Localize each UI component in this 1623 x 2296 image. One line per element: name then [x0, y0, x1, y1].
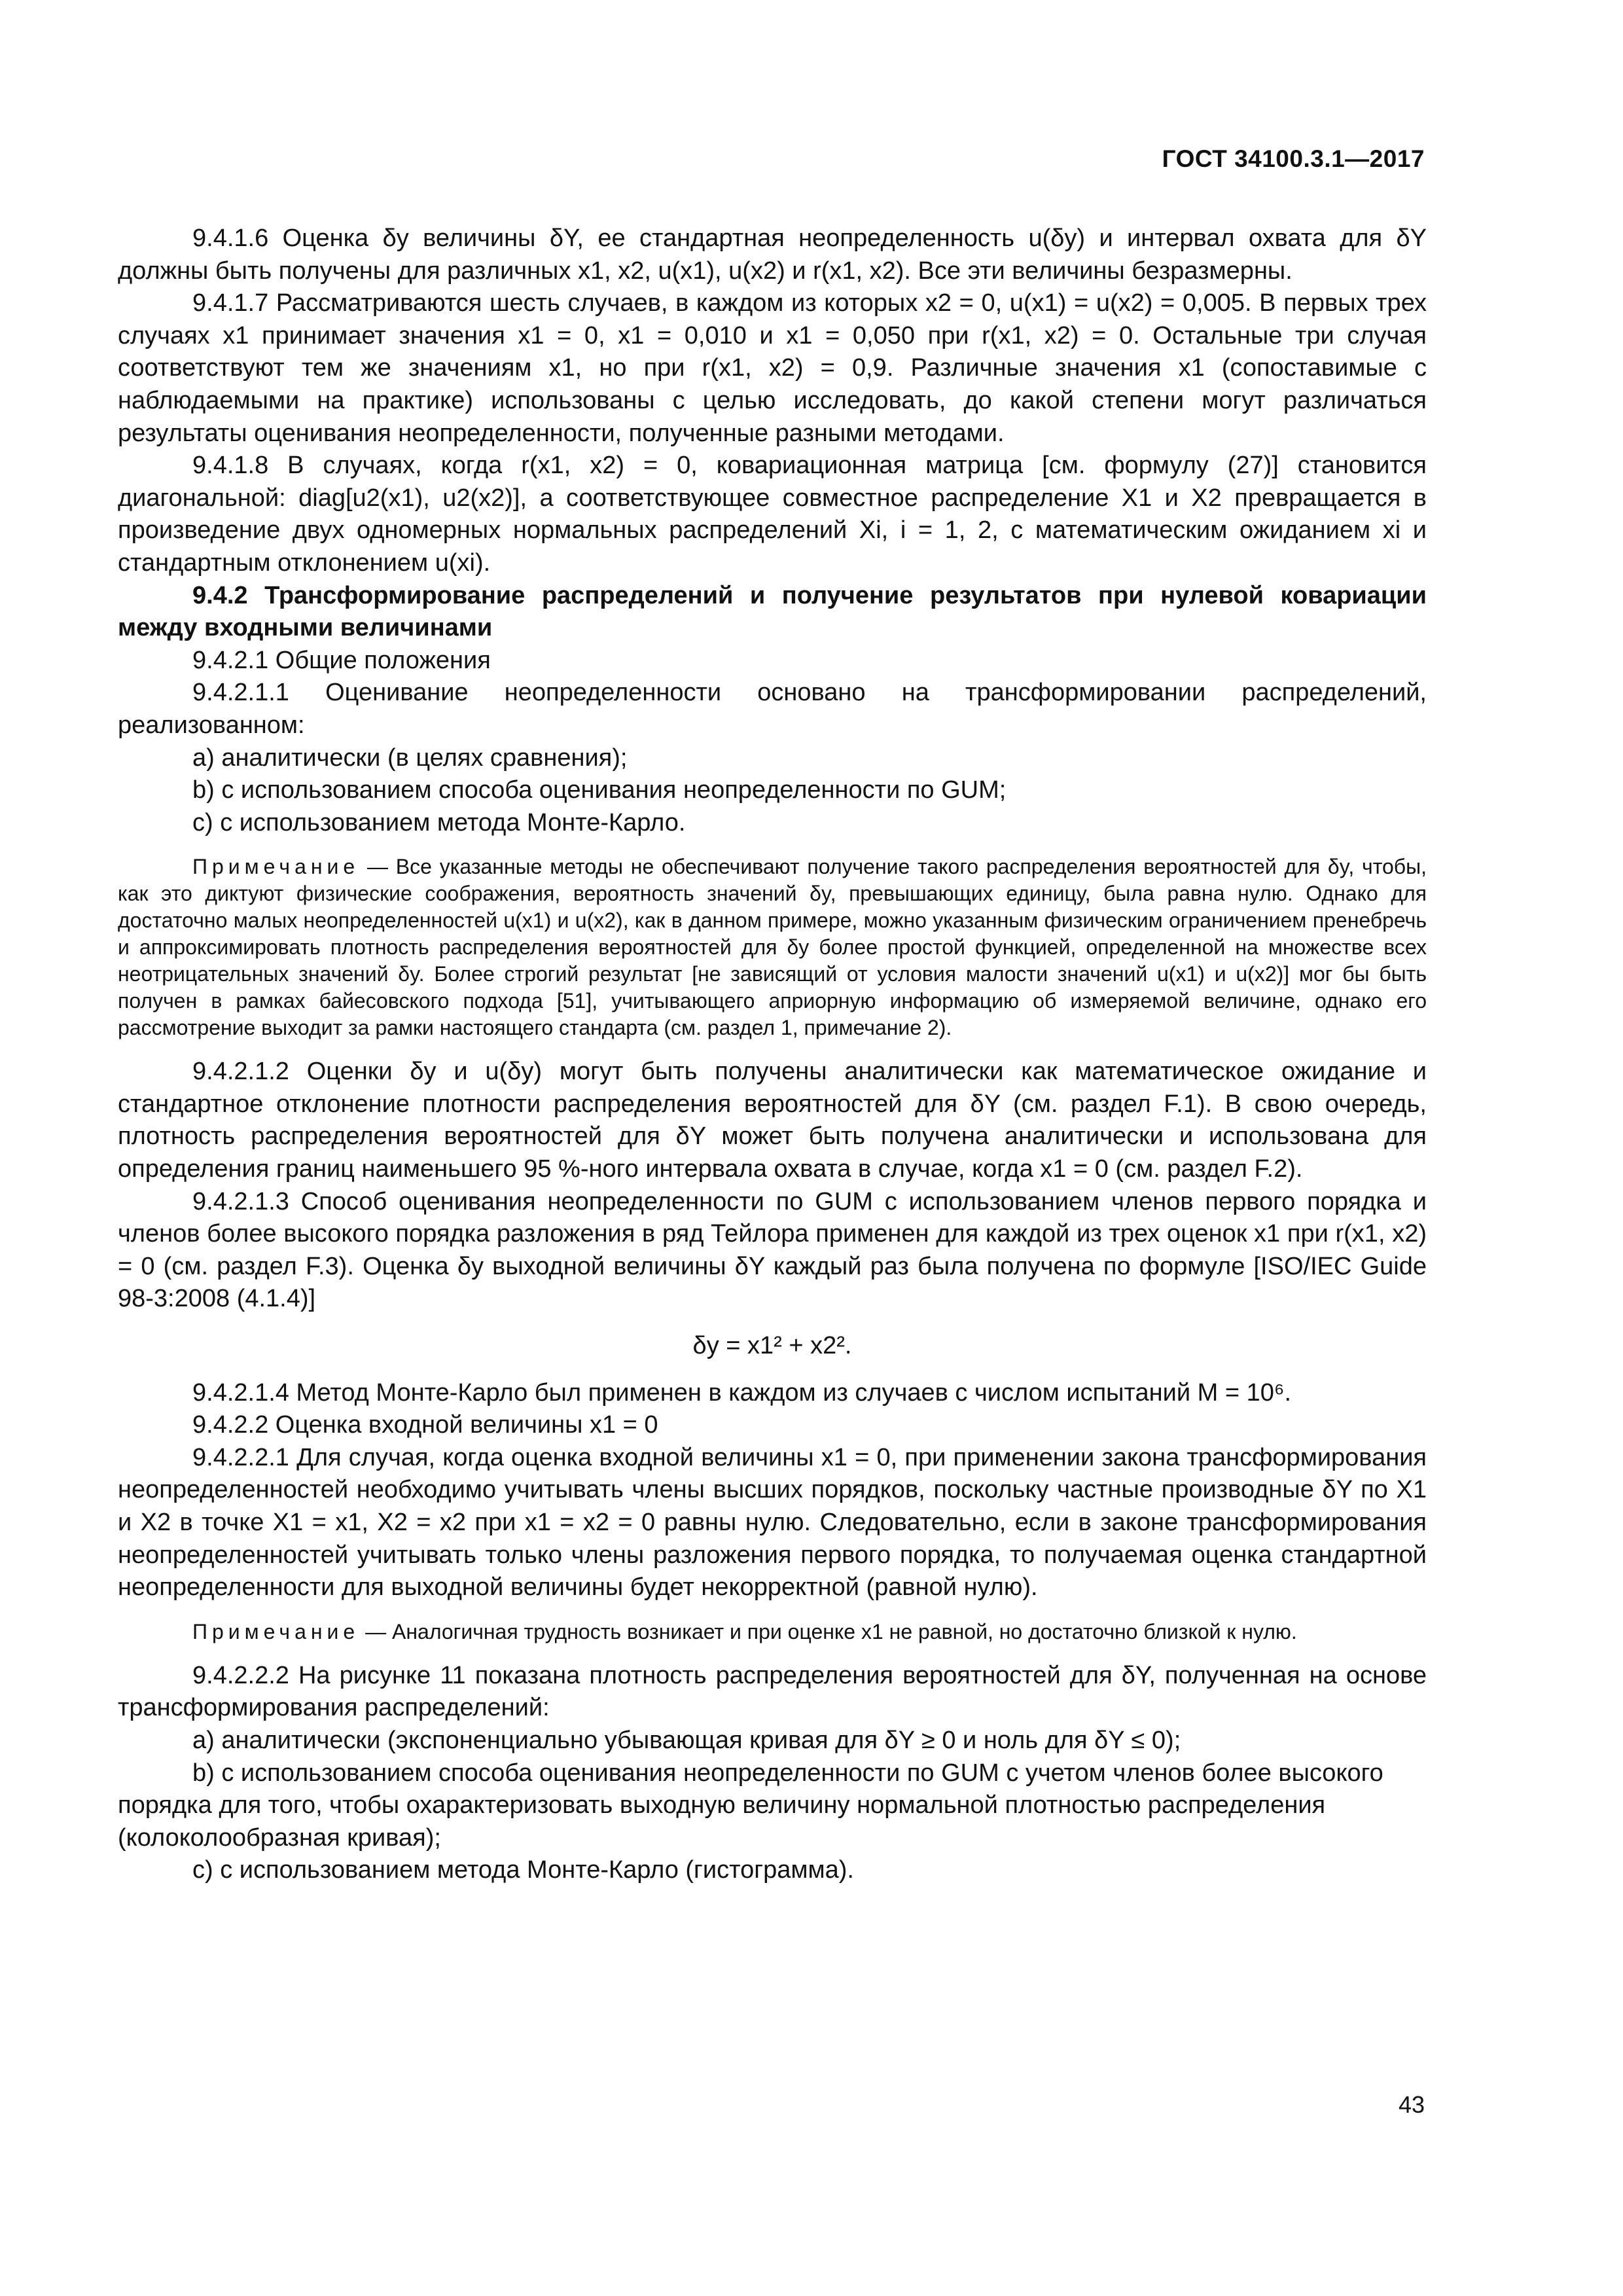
note-text: — Все указанные методы не обеспечивают получение такого распределения вероятностей для δy, чтобы, как это диктуют физические соображения, вероятность значений δy, превышающих единицу, была равна нулю. Однако для достаточно малых неопределенностей u(x1) и u(x2), как в данном примере, можно указанным физическим ограничением пренебречь и аппроксимировать плотность распределения вероятностей для δy более простой функцией, определенной на множестве всех неотрицательных значений δy. Более строгий результат [не зависящий от условия малости значений u(x1) и u(x2)] мог бы быть получен в рамках байесовского подхода [51], учитывающего априорную информацию об измеряемой величине, однако его рассмотрение выходит за рамки настоящего стандарта (см. раздел 1, примечание 2).	[118, 855, 1427, 1040]
list-item-b: b) с использованием способа оценивания неопределенности по GUM с учетом членов более высокого порядка для того, чтобы охарактеризовать выходную величину нормальной плотностью распределения (колоколообразная кривая);	[118, 1759, 1383, 1852]
list-item-a: a) аналитически (экспоненциально убывающая кривая для δY ≥ 0 и ноль для δY ≤ 0);	[192, 1726, 1181, 1754]
page-content	[118, 223, 1427, 1887]
paragraph-9-4-2-2-1: 9.4.2.2.1 Для случая, когда оценка входной величины x1 = 0, при применении закона трансформирования неопределенностей необходимо учитывать члены высших порядков, поскольку частные производные δY по X1 и X2 в точке X1 = x1, X2 = x2 при x1 = x2 = 0 равны нулю. Следовательно, если в законе трансформирования неопределенностей учитывать только члены разложения первого порядка, то получаемая оценка стандартной неопределенности для выходной величины будет некорректной (равной нулю).	[118, 1443, 1427, 1602]
list-item-b: b) с использованием способа оценивания неопределенности по GUM;	[192, 776, 1007, 804]
paragraph-9-4-2-1-2: 9.4.2.1.2 Оценки δy и u(δy) могут быть получены аналитически как математическое ожидание и стандартное отклонение плотности распределения вероятностей для δY (см. раздел F.1). В свою очередь, плотность распределения вероятностей для δY может быть получена аналитически и использована для определения границ наименьшего 95 %-ного интервала охвата в случае, когда x1 = 0 (см. раздел F.2).	[118, 1058, 1427, 1183]
note-2	[118, 1619, 1427, 1645]
list-item-c: c) с использованием метода Монте-Карло (гистограмма).	[192, 1856, 854, 1884]
heading-9-4-2-2: 9.4.2.2 Оценка входной величины x1 = 0	[192, 1411, 658, 1439]
formula-delta-y: δy = x1² + x2².	[692, 1332, 852, 1360]
note-label: Примечание	[192, 855, 360, 879]
note-1	[118, 853, 1427, 1041]
note-text: — Аналогичная трудность возникает и при оценке x1 не равной, но достаточно близкой к нулю.	[365, 1619, 1297, 1643]
paragraph-9-4-2-1-4: 9.4.2.1.4 Метод Монте-Карло был применен в каждом из случаев с числом испытаний M = 10⁶.	[192, 1378, 1292, 1407]
paragraph-9-4-2-2-2: 9.4.2.2.2 На рисунке 11 показана плотность распределения вероятностей для δY, полученная на основе трансформирования распределений:	[118, 1661, 1427, 1722]
heading-9-4-2-1: 9.4.2.1 Общие положения	[192, 646, 491, 674]
paragraph-9-4-1-8: 9.4.1.8 В случаях, когда r(x1, x2) = 0, ковариационная матрица [см. формулу (27)] становится диагональной: diag[u2(x1), u2(x2)], а соответствующее совместное распределение X1 и X2 превращается в произведение двух одномерных нормальных распределений Xi, i = 1, 2, с математическим ожиданием xi и стандартным отклонением u(xi).	[118, 452, 1427, 577]
page-number: 43	[1398, 2091, 1425, 2118]
heading-9-4-2: 9.4.2 Трансформирование распределений и получение результатов при нулевой ковариации между входными величинами	[118, 581, 1427, 642]
note-label: Примечание	[192, 1619, 360, 1643]
list-item-a: a) аналитически (в целях сравнения);	[192, 744, 628, 772]
standard-header: ГОСТ 34100.3.1—2017	[1162, 145, 1425, 172]
paragraph-9-4-2-1-3: 9.4.2.1.3 Способ оценивания неопределенности по GUM с использованием членов первого порядка и членов более высокого порядка разложения в ряд Тейлора применен для каждой из трех оценок x1 при r(x1, x2) = 0 (см. раздел F.3). Оценка δy выходной величины δY каждый раз была получена по формуле [ISO/IEC Guide 98-3:2008 (4.1.4)]	[118, 1187, 1427, 1313]
paragraph-9-4-1-7: 9.4.1.7 Рассматриваются шесть случаев, в каждом из которых x2 = 0, u(x1) = u(x2) = 0,005. В первых трех случаях x1 принимает значения x1 = 0, x1 = 0,010 и x1 = 0,050 при r(x1, x2) = 0. Остальные три случая соответствуют тем же значениям x1, но при r(x1, x2) = 0,9. Различные значения x1 (сопоставимые с наблюдаемыми на практике) использованы с целью исследовать, до какой степени могут различаться результаты оценивания неопределенности, полученные разными методами.	[118, 289, 1427, 447]
paragraph-9-4-1-6: 9.4.1.6 Оценка δy величины δY, ее стандартная неопределенность u(δy) и интервал охвата для δY должны быть получены для различных x1, x2, u(x1), u(x2) и r(x1, x2). Все эти величины безразмерны.	[118, 224, 1427, 285]
paragraph-9-4-2-1-1: 9.4.2.1.1 Оценивание неопределенности основано на трансформировании распределений, реализованном:	[118, 679, 1427, 739]
list-item-c: c) с использованием метода Монте-Карло.	[192, 808, 686, 836]
